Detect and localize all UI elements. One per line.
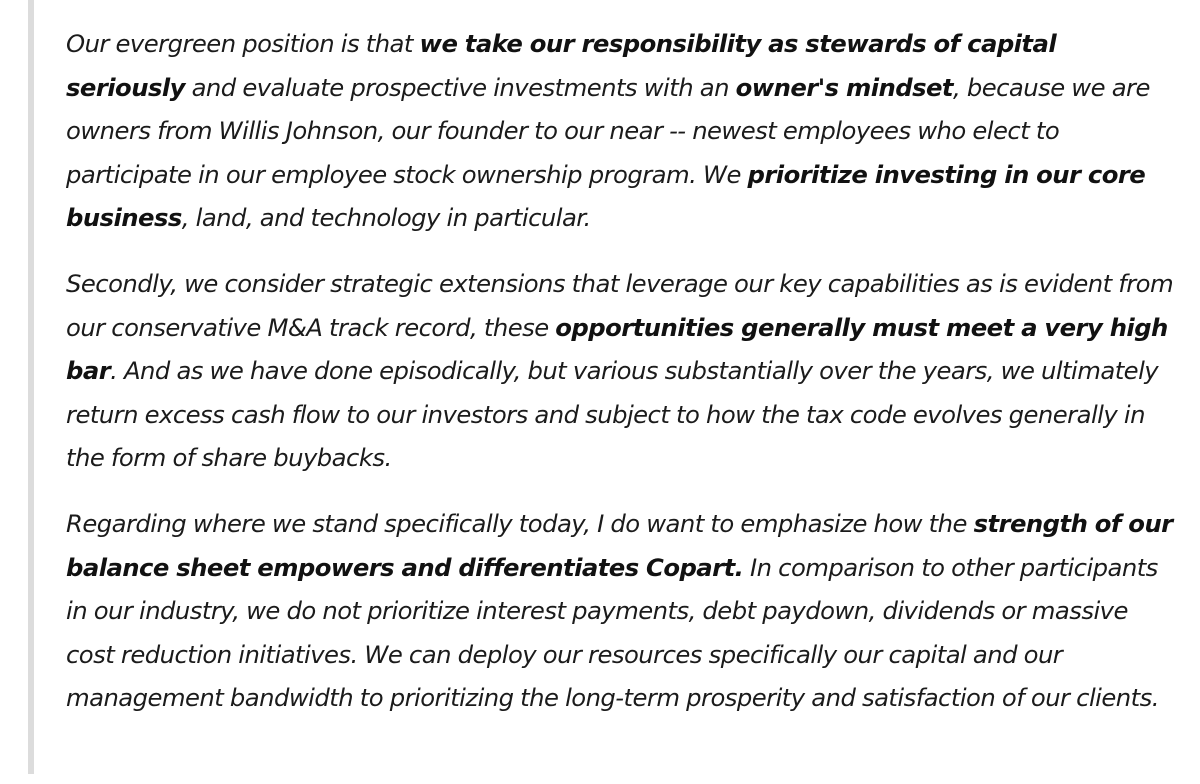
paragraph-2-text: . And as we have done episodically, but various substantially over the years, we ultimately return excess cash flow to our investors and subject to how the tax code evolves generally in the form of share buybacks. bbox=[66, 356, 1159, 473]
paragraph-1-emphasis: owner's mindset bbox=[735, 72, 953, 102]
paragraph-1-text: , because we are owners from Willis Johnson, our founder to our near -- newest employees who elect to participate in our employee stock ownership program. We bbox=[66, 72, 1150, 189]
paragraph-1-text: Our evergreen position is that bbox=[66, 29, 420, 58]
paragraph-3-text: In comparison to other participants in our industry, we do not prioritize interest payments, debt paydown, dividends or massive cost reduction initiatives. We can deploy our resources specifically our capital and our management bandwidth to prioritizing the long-term prosperity and satisfaction of our clients. bbox=[66, 552, 1159, 713]
paragraph-2-text: Secondly, we consider strategic extensions that leverage our key capabilities as is evident from our conservative M&A track record, these bbox=[66, 268, 1174, 342]
paragraph-3-emphasis: strength of our balance sheet empowers and differentiates Copart. bbox=[66, 508, 1173, 582]
paragraph-3-text: Regarding where we stand specifically today, I do want to emphasize how the bbox=[66, 508, 974, 538]
paragraph-2-emphasis: opportunities generally must meet a very high bar bbox=[66, 312, 1168, 386]
paragraph-1-emphasis: prioritize investing in our core business bbox=[66, 159, 1146, 233]
paragraph-1-text: , land, and technology in particular. bbox=[181, 203, 591, 233]
paragraph-1-text: and evaluate prospective investments with an bbox=[184, 72, 736, 102]
quote-paragraph-3 bbox=[66, 502, 1174, 720]
quote-paragraph-2 bbox=[66, 262, 1174, 480]
quote-paragraph-1 bbox=[66, 22, 1174, 240]
blockquote bbox=[28, 0, 1174, 774]
paragraph-1-emphasis: we take our responsibility as stewards of capital seriously bbox=[66, 29, 1057, 102]
